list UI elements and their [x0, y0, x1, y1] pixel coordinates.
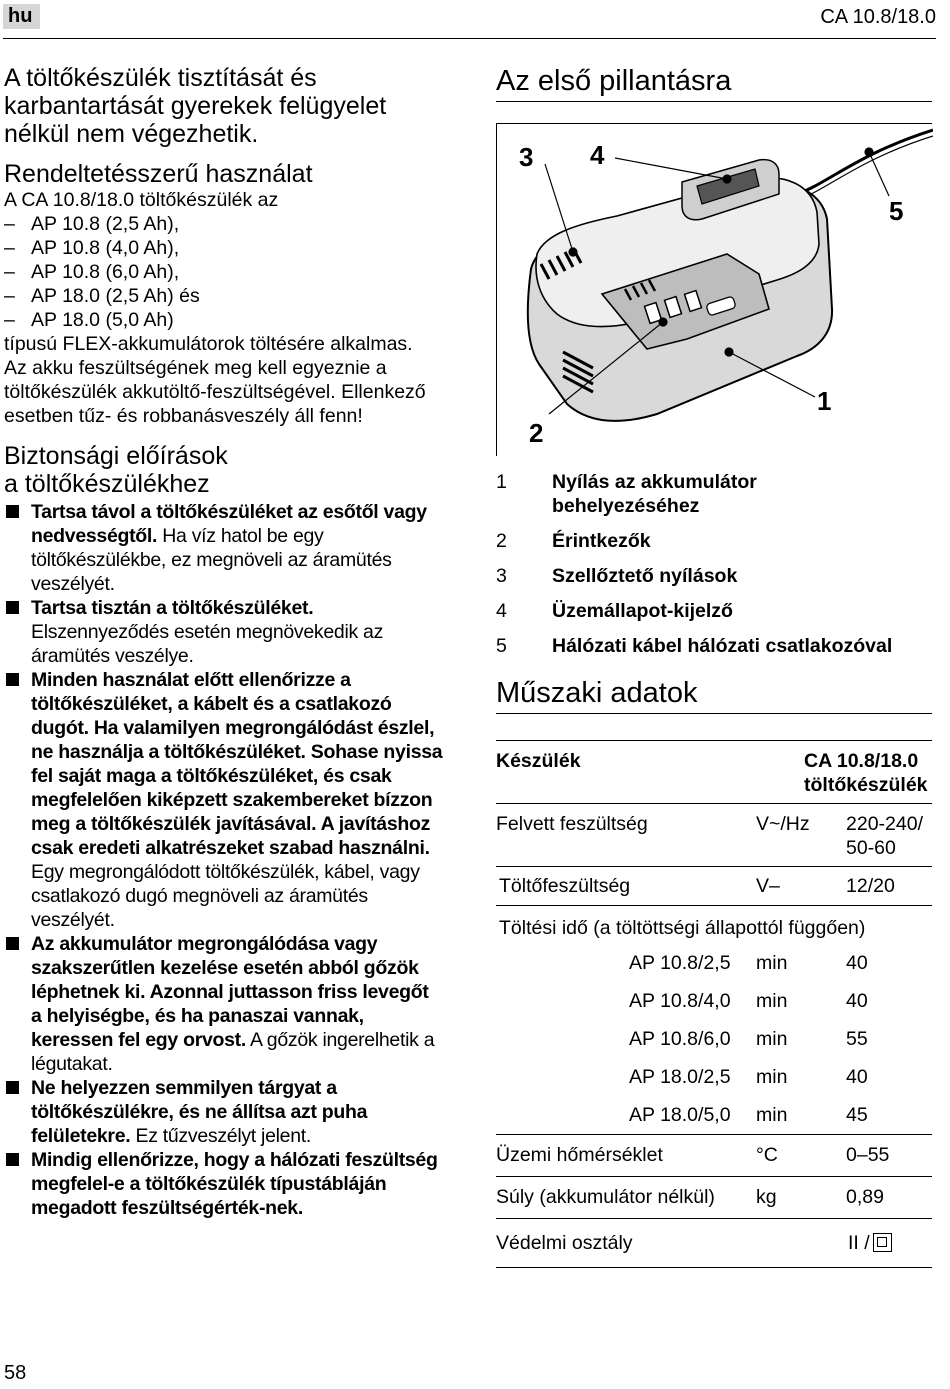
- table-row: [496, 1177, 932, 1219]
- input-voltage-label: Felvett feszültség: [496, 813, 648, 835]
- table-row: [496, 804, 932, 867]
- time-unit: min: [756, 1066, 788, 1088]
- figure-label-5: 5: [889, 196, 904, 226]
- charger-figure: [496, 123, 932, 456]
- battery-model: AP 18.0/5,0: [629, 1104, 731, 1126]
- intended-use-title: Rendeltetésszerű használat: [4, 160, 313, 188]
- battery-model: AP 10.8/2,5: [629, 952, 731, 974]
- time-value: 40: [846, 952, 868, 974]
- list-item: [4, 596, 444, 668]
- safety-list: [4, 500, 444, 1220]
- safety-bold: Mindig ellenőrizze, hogy a hálózati feszültség megfelel-e a töltőkészülék típustábláján megadott feszültségérték-nek.: [31, 1149, 438, 1219]
- right-column: [496, 64, 932, 1268]
- table-row: [496, 1096, 932, 1135]
- temp-value: 0–55: [846, 1144, 890, 1166]
- weight-value: 0,89: [846, 1186, 884, 1208]
- voltage-note: Az akku feszültségének meg kell egyeznie a töltőkészülék akkutöltő-feszültségével. Ellenkező esetben tűz- és robbanásveszély áll fenn!: [4, 357, 426, 427]
- list-item: [4, 500, 444, 596]
- temp-unit: °C: [756, 1144, 778, 1166]
- time-value: 40: [846, 990, 868, 1012]
- charge-time-label: Töltési idő (a töltöttségi állapottól függően): [499, 917, 866, 939]
- list-item: [4, 932, 444, 1076]
- safety-bold: Tartsa tisztán a töltőkészüléket.: [31, 597, 314, 619]
- safety-bold: Minden használat előtt ellenőrizze a töltőkészüléket, a kábelt és a csatlakozó dugót. Ha valamilyen megrongálódást észlel, ne használja a töltőkészüléket. Sohase nyissa fel saját maga a töltőkészüléket, és csak megfelelően kiképzett szakembereket bízzon meg a töltőkészülék javításával. A javításhoz csak eredeti alkatrészeket szabad használni.: [31, 669, 443, 859]
- safety-bold: Ne helyezzen semmilyen tárgyat a töltőkészülékre, és ne állítsa azt puha felületekre.: [31, 1077, 368, 1147]
- figure-legend: [496, 470, 932, 658]
- safety-bold: Tartsa távol a töltőkészüléket az esőtől vagy nedvességtől.: [31, 501, 427, 547]
- legend-item: [496, 634, 932, 658]
- time-unit: min: [756, 990, 788, 1012]
- list-item: – AP 18.0 (2,5 Ah) és: [4, 284, 444, 308]
- bullet-square-icon: [6, 1081, 19, 1094]
- safety-bold: Az akkumulátor megrongálódása vagy szakszerűtlen kezelése esetén abból gőzök léphetnek ki. Azonnal juttasson friss levegőt a helyiségbe, és ha panaszai vannak, keressen fel egy orvost.: [31, 933, 429, 1051]
- table-row: [496, 867, 932, 906]
- figure-label-1: 1: [817, 386, 832, 416]
- list-item: [4, 668, 444, 932]
- bullet-square-icon: [6, 1153, 19, 1166]
- legend-number: 1: [496, 471, 507, 493]
- cable-edge: [797, 136, 933, 200]
- charge-voltage-value: 12/20: [846, 875, 895, 897]
- legend-item: [496, 599, 932, 623]
- double-insulation-icon: [873, 1233, 892, 1252]
- left-column: [4, 64, 444, 1220]
- table-row: [496, 1058, 932, 1096]
- safety-text: Ha víz hatol be egy töltőkészülékbe, ez megnöveli az áramütés veszélyét.: [31, 525, 392, 595]
- legend-number: 4: [496, 600, 507, 622]
- safety-title: [4, 442, 444, 498]
- figure-label-2: 2: [529, 418, 544, 448]
- list-item: – AP 10.8 (4,0 Ah),: [4, 236, 444, 260]
- safety-title-line1: Biztonsági előírások: [4, 442, 228, 470]
- list-item: – AP 10.8 (6,0 Ah),: [4, 260, 444, 284]
- page-number: 58: [4, 1362, 27, 1384]
- temp-label: Üzemi hőmérséklet: [496, 1144, 663, 1166]
- protection-label: Védelmi osztály: [496, 1232, 633, 1254]
- bullet-square-icon: [6, 937, 19, 950]
- table-row: [496, 906, 932, 944]
- time-unit: min: [756, 1104, 788, 1126]
- overview-title: Az első pillantásra: [496, 64, 932, 102]
- device-label: Készülék: [496, 750, 581, 772]
- legend-text: Szellőztető nyílások: [552, 565, 738, 587]
- safety-text: Elszennyeződés esetén megnövekedik az áramütés veszélye.: [31, 621, 384, 667]
- list-item: – AP 18.0 (5,0 Ah): [4, 308, 444, 332]
- time-value: 45: [846, 1104, 868, 1126]
- safety-title-line2: a töltőkészülékhez: [4, 470, 210, 498]
- language-badge: hu: [3, 4, 40, 29]
- legend-item: [496, 564, 932, 588]
- legend-number: 5: [496, 635, 507, 657]
- spec-table: [496, 740, 932, 1268]
- list-item: [4, 1076, 444, 1148]
- legend-item: [496, 529, 932, 553]
- time-unit: min: [756, 1028, 788, 1050]
- list-item: [4, 1148, 444, 1220]
- legend-text: Érintkezők: [552, 530, 651, 552]
- table-row: [496, 741, 932, 804]
- table-row: [496, 944, 932, 982]
- battery-model: AP 18.0/2,5: [629, 1066, 731, 1088]
- list-item: – AP 10.8 (2,5 Ah),: [4, 212, 444, 236]
- figure-label-4: 4: [590, 140, 605, 170]
- charge-voltage-unit: V–: [756, 875, 780, 897]
- legend-text: Üzemállapot-kijelző: [552, 600, 733, 622]
- input-voltage-value: 220-240/ 50-60: [846, 813, 923, 859]
- bullet-square-icon: [6, 505, 19, 518]
- battery-model: AP 10.8/6,0: [629, 1028, 731, 1050]
- safety-text: A gőzök ingerelhetik a légutakat.: [31, 1029, 435, 1075]
- legend-number: 2: [496, 530, 507, 552]
- table-row: [496, 1020, 932, 1058]
- intended-use-intro: A CA 10.8/18.0 töltőkészülék az: [4, 189, 279, 211]
- table-row: [496, 982, 932, 1020]
- time-value: 55: [846, 1028, 868, 1050]
- table-row: [496, 1135, 932, 1177]
- bullet-square-icon: [6, 673, 19, 686]
- table-row: [496, 1219, 932, 1268]
- time-unit: min: [756, 952, 788, 974]
- weight-unit: kg: [756, 1186, 777, 1208]
- battery-list: [4, 212, 444, 332]
- safety-text: Egy megrongálódott töltőkészülék, kábel, vagy csatlakozó dugó megnöveli az áramütés veszélyét.: [31, 861, 420, 931]
- figure-label-3: 3: [519, 142, 534, 172]
- cable-line: [797, 130, 933, 194]
- maintenance-notice: A töltőkészülék tisztítását és karbantartását gyerekek felügyelet nélkül nem végezhetik.: [4, 64, 387, 148]
- header-rule: [3, 38, 936, 39]
- bullet-square-icon: [6, 601, 19, 614]
- weight-label: Súly (akkumulátor nélkül): [496, 1186, 715, 1208]
- legend-text: Hálózati kábel hálózati csatlakozóval: [552, 635, 893, 657]
- safety-text: Ez tűzveszélyt jelent.: [130, 1125, 311, 1147]
- time-value: 40: [846, 1066, 868, 1088]
- legend-item: [496, 470, 932, 518]
- intended-use-after: típusú FLEX-akkumulátorok töltésére alkalmas.: [4, 333, 413, 355]
- charger-illustration: [497, 124, 933, 457]
- legend-text: Nyílás az akkumulátor behelyezéséhez: [552, 471, 757, 517]
- charge-voltage-label: Töltőfeszültség: [499, 875, 631, 897]
- battery-model: AP 10.8/4,0: [629, 990, 731, 1012]
- input-voltage-unit: V~/Hz: [756, 813, 810, 835]
- device-value: CA 10.8/18.0 töltőkészülék: [804, 750, 928, 796]
- protection-value: [848, 1231, 892, 1255]
- legend-number: 3: [496, 565, 507, 587]
- model-code: CA 10.8/18.0: [820, 6, 936, 28]
- protection-class-text: II /: [848, 1232, 870, 1254]
- tech-data-title: Műszaki adatok: [496, 676, 932, 714]
